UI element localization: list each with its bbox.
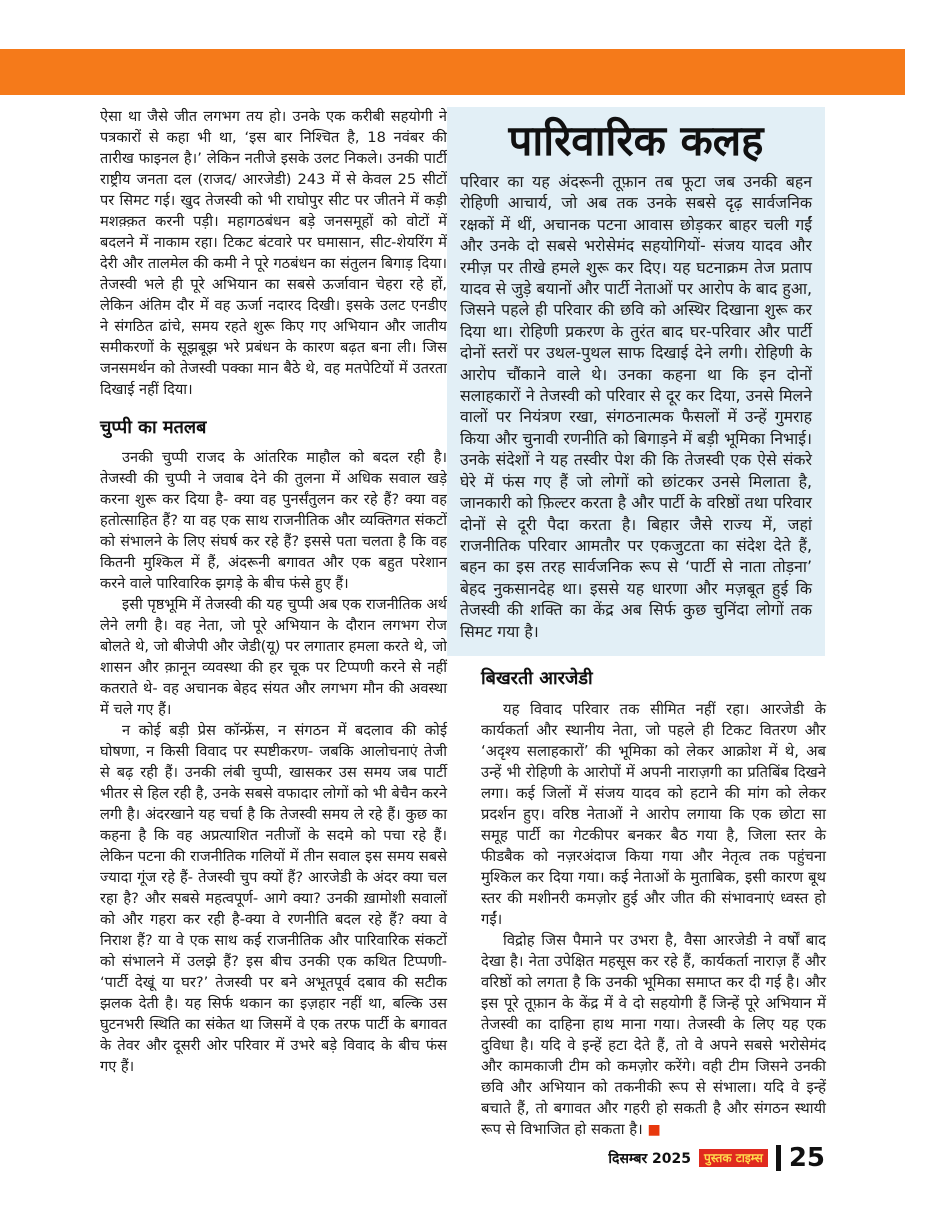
magazine-logo: पुस्तक टाइम्स	[699, 1149, 768, 1167]
page-footer	[447, 1140, 825, 1176]
rjd-paragraph-2-text: विद्रोह जिस पैमाने पर उभरा है, वैसा आरजेडी ने वर्षों बाद देखा है। नेता उपेक्षित महसूस कर रहे हैं, कार्यकर्ता नाराज़ हैं और वरिष्ठों को लगता है कि उनकी भूमिका समाप्त कर दी गई है। और इस पूरे तूफ़ान के केंद्र में वे दो सहयोगी हैं जिन्हें पूरे अभियान में तेजस्वी का दाहिना हाथ माना गया। तेजस्वी के लिए यह एक दुविधा है। यदि वे इन्हें हटा देते हैं, तो वे अपने सबसे भरोसेमंद और कामकाजी टीम को कमज़ोर करेंगे। वही टीम जिसने उनकी छवि और अभियान को तकनीकी रूप से संभाला। यदि वे इन्हें बचाते हैं, तो बगावत और गहरी हो सकती है और संगठन स्थायी रूप से विभाजित हो सकता है।	[481, 932, 826, 1138]
section-heading-silence: चुप्पी का मतलब	[100, 417, 207, 438]
top-orange-bar	[0, 49, 905, 95]
left-paragraph-1: ऐसा था जैसे जीत लगभग तय हो। उनके एक करीबी सहयोगी ने पत्रकारों से कहा भी था, ‘इस बार निश्चित है, 18 नवंबर की तारीख फाइनल है।’ लेकिन नतीजे इसके उलट निकले। उनकी पार्टी राष्ट्रीय जनता दल (राजद/ आरजेडी) 243 में से केवल 25 सीटों पर सिमट गई। खुद तेजस्वी को भी राघोपुर सीट पर जीतने में कड़ी मशक़्क़त करनी पड़ी। महागठबंधन बड़े जनसमूहों को वोटों में बदलने में नाकाम रहा। टिकट बंटवारे पर घमासान, सीट-शेयरिंग में देरी और तालमेल की कमी ने पूरे गठबंधन का संतुलन बिगाड़ दिया। तेजस्वी भले ही पूरे अभियान का सबसे ऊर्जावान चेहरा रहे हों, लेकिन अंतिम दौर में वह ऊर्जा नदारद दिखी। इसके उलट एनडीए ने संगठित ढांचे, समय रहते शुरू किए गए अभियान और जातीय समीकरणों के सूझबूझ भरे प्रबंधन के कारण बढ़त बना ली। जिस जनसमर्थन को तेजस्वी पक्का मान बैठे थे, वह मतपेटियों में उतरता दिखाई नहीं दिया।	[100, 108, 447, 398]
family-box-title: पारिवारिक कलह	[508, 116, 764, 165]
left-paragraph-3: इसी पृष्ठभूमि में तेजस्वी की यह चुप्पी अब एक राजनीतिक अर्थ लेने लगी है। वह नेता, जो पूरे अभियान के दौरान लगभग रोज बोलते थे, जो बीजेपी और जेडी(यू) पर लगातार हमला करते थे, जो शासन और क़ानून व्यवस्था की हर चूक पर टिप्पणी करने से नहीं कतराते थे- वह अचानक बेहद संयत और लगभग मौन की अवस्था में चले गए हैं।	[100, 596, 447, 718]
footer-divider	[776, 1145, 781, 1171]
rjd-paragraph-2	[481, 930, 826, 1141]
rjd-paragraph-1: यह विवाद परिवार तक सीमित नहीं रहा। आरजेडी के कार्यकर्ता और स्थानीय नेता, जो पहले ही टिकट वितरण और ‘अदृश्य सलाहकारों’ की भूमिका को लेकर आक्रोश में थे, अब उन्हें भी रोहिणी के आरोपों में अपनी नाराज़गी का प्रतिबिंब दिखने लगा। कई जिलों में संजय यादव को हटाने की मांग को लेकर प्रदर्शन हुए। वरिष्ठ नेताओं ने आरोप लगाया कि एक छोटा सा समूह पार्टी का गेटकीपर बनकर बैठ गया है, जिला स्तर के फीडबैक को नज़रअंदाज किया गया और नेतृत्व तक पहुंचना मुश्किल कर दिया गया। कई नेताओं के मुताबिक, इसी कारण बूथ स्तर की मशीनरी कमज़ोर हुई और जीत की संभावनाएं ध्वस्त हो गईं।	[481, 701, 826, 928]
footer-date: दिसम्बर 2025	[608, 1150, 692, 1167]
family-box-body: परिवार का यह अंदरूनी तूफ़ान तब फूटा जब उनकी बहन रोहिणी आचार्य, जो अब तक उनके सबसे दृढ़ सार्वजनिक रक्षकों में थीं, अचानक पटना आवास छोड़कर बाहर चली गईं और उनके दो सबसे भरोसेमंद सहयोगियों- संजय यादव और रमीज़ पर तीखे हमले शुरू कर दिए। यह घटनाक्रम तेज प्रताप यादव से जुड़े बयानों और पार्टी नेताओं पर आरोप के बाद हुआ, जिसने पहले ही परिवार की छवि को अस्थिर दिखाना शुरू कर दिया था। रोहिणी प्रकरण के तुरंत बाद घर-परिवार और पार्टी दोनों स्तरों पर उथल-पुथल साफ दिखाई देने लगी। रोहिणी के आरोप चौंकाने वाले थे। उनका कहना था कि इन दोनों सलाहकारों ने तेजस्वी को परिवार से दूर कर दिया, उनसे मिलने वालों पर नियंत्रण रखा, संगठनात्मक फैसलों में उन्हें गुमराह किया और चुनावी रणनीति को बिगाड़ने में बड़ी भूमिका निभाई। उनके संदेशों ने यह तस्वीर पेश की कि तेजस्वी एक ऐसे संकरे घेरे में फंस गए हैं जो लोगों को छांटकर उनसे मिलाता है, जानकारी को फ़िल्टर करता है और पार्टी के वरिष्ठों तथा परिवार दोनों से दूरी पैदा करता है। बिहार जैसे राज्य में, जहां राजनीतिक परिवार आमतौर पर एकजुटता का संदेश देते हैं, बहन का इस तरह सार्वजनिक रूप से ‘पार्टी से नाता तोड़ना’ बेहद नुकसानदेह था। इससे यह धारणा और मज़बूत हुई कि तेजस्वी की शक्ति का केंद्र अब सिर्फ कुछ चुनिंदा लोगों तक सिमट गया है।	[460, 172, 812, 641]
article-end-marker: ■	[647, 1122, 661, 1138]
page-number: 25	[788, 1143, 825, 1173]
left-paragraph-4: न कोई बड़ी प्रेस कॉन्फ्रेंस, न संगठन में बदलाव की कोई घोषणा, न किसी विवाद पर स्पष्टीकरण- जबकि आलोचनाएं तेजी से बढ़ रही हैं। उनकी लंबी चुप्पी, खासकर उस समय जब पार्टी भीतर से हिल रही है, उनके सबसे वफादार लोगों को भी बेचैन करने लगी है। अंदरखाने यह चर्चा है कि तेजस्वी समय ले रहे हैं। कुछ का कहना है कि वह अप्रत्याशित नतीजों के सदमे को पचा रहे हैं। लेकिन पटना की राजनीतिक गलियों में तीन सवाल इस समय सबसे ज्यादा गूंज रहे हैं- तेजस्वी चुप क्यों हैं? आरजेडी के अंदर क्या चल रहा है? और सबसे महत्वपूर्ण- आगे क्या? उनकी ख़ामोशी सवालों को और गहरा कर रही है-क्या वे रणनीति बदल रहे हैं? क्या वे निराश हैं? या वे एक साथ कई राजनीतिक और पारिवारिक संकटों को संभालने में उलझे हैं? इस बीच उनकी एक कथित टिप्पणी- ‘पार्टी देखूं या घर?’ तेजस्वी पर बने अभूतपूर्व दबाव की सटीक झलक देती है। यह सिर्फ थकान का इज़हार नहीं था, बल्कि उस घुटनभरी स्थिति का संकेत था जिसमें वे एक तरफ पार्टी के बगावत के तेवर और दूसरी ओर परिवार में उभरे बड़े विवाद के बीच फंस गए हैं।	[100, 722, 447, 1075]
rjd-section	[481, 668, 826, 1141]
section-heading-rjd: बिखरती आरजेडी	[481, 668, 593, 689]
family-feud-box	[447, 107, 825, 656]
left-paragraph-2: उनकी चुप्पी राजद के आंतरिक माहौल को बदल रही है। तेजस्वी की चुप्पी ने जवाब देने की तुलना में अधिक सवाल खड़े करना शुरू कर दिया है- क्या वह पुनर्संतुलन कर रहे हैं? क्या वह हतोत्साहित हैं? या वह एक साथ राजनीतिक और व्यक्तिगत संकटों को संभालने के लिए संघर्ष कर रहे हैं? इससे पता चलता है कि वह कितनी मुश्किल में हैं, अंदरूनी बगावत और एक बहुत परेशान करने वाले पारिवारिक झगड़े के बीच फंसे हुए हैं।	[100, 449, 447, 592]
left-column	[100, 106, 447, 1077]
